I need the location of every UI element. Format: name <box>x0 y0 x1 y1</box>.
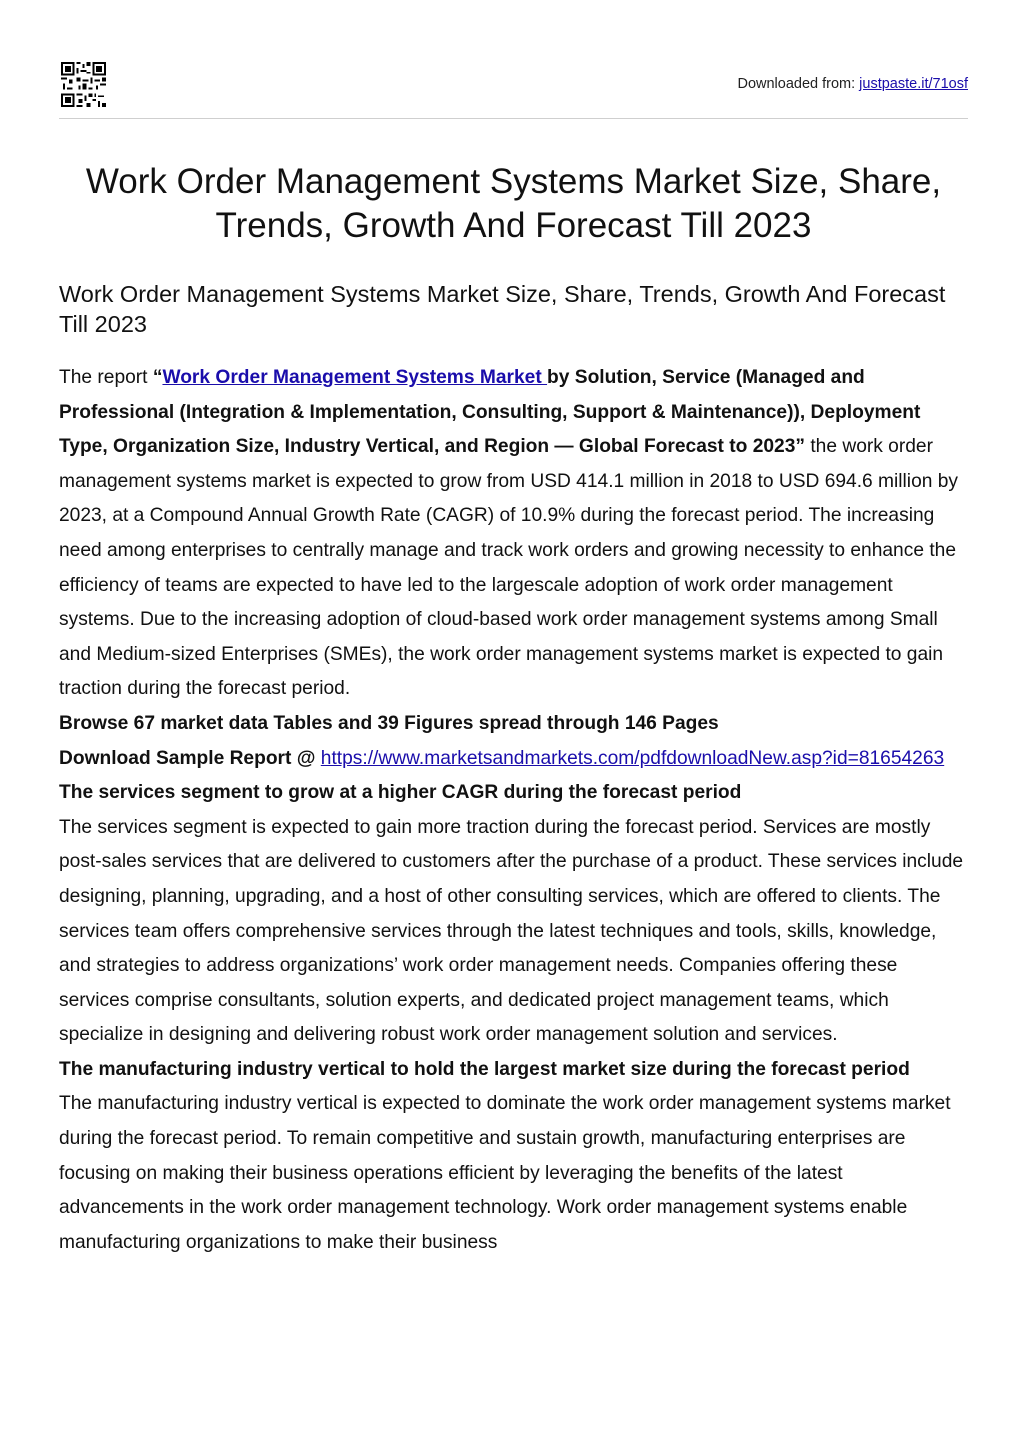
downloaded-from-notice <box>737 76 968 92</box>
manufacturing-paragraph: The manufacturing industry vertical is expected to dominate the work order management systems market during the forecast period. To remain competitive and sustain growth, manufacturing enterprises are focusing on making their business operations efficient by leveraging the benefits of the latest advancements in the work order management technology. Work order management systems enable manufacturing organizations to make their business <box>59 1093 951 1253</box>
services-paragraph: The services segment is expected to gain more traction during the forecast period. Services are mostly post-sales services that are delivered to customers after the purchase of a product. These services include designing, planning, upgrading, and a host of other consulting services, which are offered to clients. The services team offers comprehensive services through the latest techniques and tools, skills, knowledge, and strategies to address organizations’ work order management needs. Companies offering these services comprise consultants, solution experts, and dedicated project management teams, which specialize in designing and delivering robust work order management solution and services. <box>59 816 964 1046</box>
manufacturing-heading <box>59 1053 971 1088</box>
report-link[interactable]: Work Order Management Systems Market <box>162 367 548 388</box>
downloaded-label: Downloaded from: <box>737 76 860 92</box>
browse-text: Browse 67 market data Tables and 39 Figures spread through 146 Pages <box>59 712 719 734</box>
intro-lead: The report <box>59 367 153 388</box>
download-label: Download Sample Report @ <box>59 747 321 769</box>
sample-report-link[interactable]: https://www.marketsandmarkets.com/pdfdownloadNew.asp?id=81654263 <box>320 747 945 769</box>
document-title: Work Order Management Systems Market Size, Share, Trends, Growth And Forecast Till 2023 <box>85 162 942 245</box>
source-link[interactable]: justpaste.it/71osf <box>859 76 968 92</box>
qr-code-icon[interactable] <box>59 60 108 109</box>
download-line <box>59 742 971 777</box>
intro-open-quote: “ <box>152 367 163 388</box>
page-header <box>59 60 968 119</box>
intro-body: the work order management systems market is expected to grow from USD 414.1 million in 2018 to USD 694.6 million by 2023, at a Compound Annual Growth Rate (CAGR) of 10.9% during the forecast period. The increasing need among enterprises to centrally manage and track work orders and growing necessity to enhance the efficiency of teams are expected to have led to the largescale adoption of work order management systems. Due to the increasing adoption of cloud-based work order management systems among Small and Medium-sized Enterprises (SMEs), the work order management systems market is expected to gain traction during the forecast period. <box>59 436 959 700</box>
services-heading <box>59 776 971 811</box>
manufacturing-heading-text: The manufacturing industry vertical to hold the largest market size during the forecast period <box>59 1058 910 1080</box>
intro-paragraph <box>59 361 971 707</box>
document-subtitle: Work Order Management Systems Market Size, Share, Trends, Growth And Forecast Till 2023 <box>59 281 946 337</box>
article-body <box>59 361 971 1260</box>
services-heading-text: The services segment to grow at a higher CAGR during the forecast period <box>59 782 742 804</box>
browse-line <box>59 707 971 742</box>
report-scope: by Solution, Service (Managed and Professional (Integration & Implementation, Consulting, Support & Maintenance)), Deployment Type, Organization Size, Industry Vertical, and Region — Global Forecast to 2023” <box>59 367 921 458</box>
